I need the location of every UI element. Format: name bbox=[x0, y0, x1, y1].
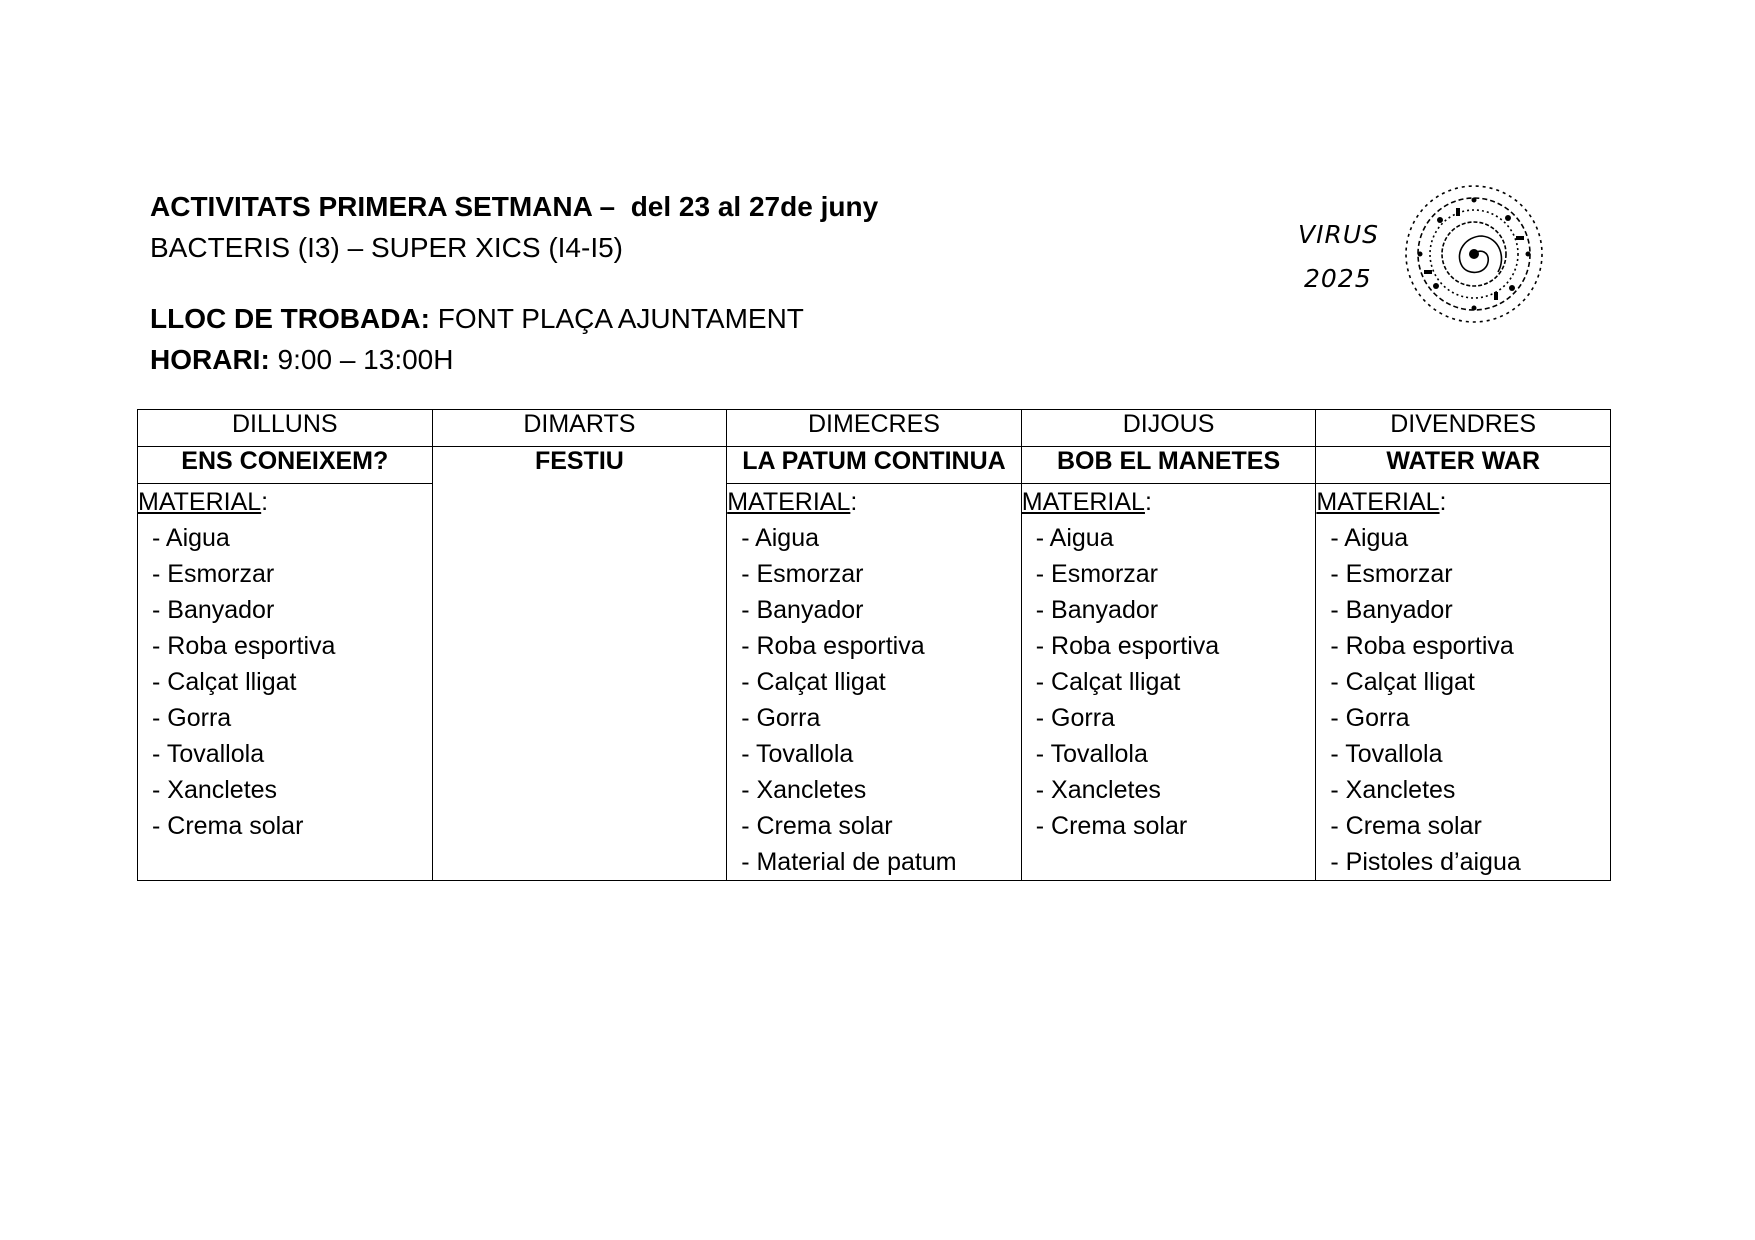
material-list bbox=[138, 520, 432, 844]
meeting-point bbox=[150, 298, 878, 339]
list-item: - Roba esportiva bbox=[1330, 632, 1514, 660]
list-item: - Gorra bbox=[152, 704, 232, 732]
list-item: - Xancletes bbox=[741, 776, 867, 804]
list-item: - Material de patum bbox=[741, 848, 957, 876]
list-item: - Crema solar bbox=[741, 812, 893, 840]
materials-dijous bbox=[1021, 484, 1316, 881]
list-item: - Gorra bbox=[741, 704, 821, 732]
list-item: - Banyador bbox=[741, 596, 864, 624]
material-heading: MATERIAL: bbox=[138, 488, 269, 516]
list-item: - Gorra bbox=[1330, 704, 1410, 732]
list-item: - Xancletes bbox=[152, 776, 278, 804]
list-item: - Aigua bbox=[1035, 524, 1114, 552]
list-item: - Aigua bbox=[152, 524, 230, 552]
list-item: - Esmorzar bbox=[152, 560, 275, 588]
list-item: - Crema solar bbox=[152, 812, 304, 840]
meeting-value: FONT PLAÇA AJUNTAMENT bbox=[429, 303, 804, 334]
materials-dilluns bbox=[138, 484, 433, 881]
material-list bbox=[727, 520, 1021, 880]
activity-dimecres: LA PATUM CONTINUA bbox=[727, 447, 1022, 484]
list-item: - Tovallola bbox=[741, 740, 854, 768]
title-line bbox=[150, 186, 878, 227]
list-item: - Crema solar bbox=[1035, 812, 1188, 840]
days-header-row bbox=[138, 410, 1611, 447]
activity-dijous: BOB EL MANETES bbox=[1021, 447, 1316, 484]
day-header-divendres: DIVENDRES bbox=[1316, 410, 1611, 447]
material-list bbox=[1022, 520, 1316, 844]
list-item: - Banyador bbox=[1330, 596, 1453, 624]
list-item: - Gorra bbox=[1035, 704, 1115, 732]
list-item: - Calçat lligat bbox=[1330, 668, 1475, 696]
material-heading: MATERIAL: bbox=[1021, 488, 1152, 516]
schedule-value: 9:00 – 13:00H bbox=[269, 344, 454, 375]
activity-dilluns: ENS CONEIXEM? bbox=[138, 447, 433, 484]
materials-row bbox=[138, 484, 1611, 881]
day-header-dimarts: DIMARTS bbox=[432, 410, 727, 447]
list-item: - Esmorzar bbox=[1330, 560, 1453, 588]
schedule-label: HORARI: bbox=[150, 344, 270, 375]
document-title: ACTIVITATS PRIMERA SETMANA – bbox=[150, 191, 616, 222]
materials-dimecres bbox=[727, 484, 1022, 881]
list-item: - Aigua bbox=[1330, 524, 1409, 552]
meeting-label: LLOC DE TROBADA: bbox=[150, 303, 430, 334]
spiral-logo-icon bbox=[1400, 180, 1548, 328]
list-item: - Crema solar bbox=[1330, 812, 1482, 840]
document-header bbox=[150, 186, 878, 380]
material-heading: MATERIAL: bbox=[727, 488, 858, 516]
list-item: - Aigua bbox=[741, 524, 820, 552]
material-heading: MATERIAL: bbox=[1316, 488, 1447, 516]
day-header-dilluns: DILLUNS bbox=[138, 410, 433, 447]
list-item: - Xancletes bbox=[1035, 776, 1161, 804]
weekly-schedule-table bbox=[137, 409, 1611, 881]
schedule-hours bbox=[150, 339, 878, 380]
material-list bbox=[1316, 520, 1610, 880]
date-range: del 23 al 27de juny bbox=[630, 191, 879, 222]
materials-divendres bbox=[1316, 484, 1611, 881]
list-item: - Tovallola bbox=[1330, 740, 1443, 768]
list-item: - Banyador bbox=[152, 596, 275, 624]
list-item: - Esmorzar bbox=[1035, 560, 1159, 588]
list-item: - Tovallola bbox=[152, 740, 265, 768]
list-item: - Calçat lligat bbox=[1035, 668, 1181, 696]
list-item: - Calçat lligat bbox=[741, 668, 886, 696]
list-item: - Banyador bbox=[1035, 596, 1159, 624]
day-header-dijous: DIJOUS bbox=[1021, 410, 1316, 447]
groups-line: BACTERIS (I3) – SUPER XICS (I4-I5) bbox=[150, 232, 623, 263]
activities-row bbox=[138, 447, 1611, 484]
logo-word: VIRUS bbox=[1298, 220, 1380, 249]
list-item: - Roba esportiva bbox=[741, 632, 925, 660]
list-item: - Tovallola bbox=[1035, 740, 1148, 768]
list-item: - Esmorzar bbox=[741, 560, 864, 588]
list-item: - Roba esportiva bbox=[1035, 632, 1220, 660]
day-header-dimecres: DIMECRES bbox=[727, 410, 1022, 447]
logo-year: 2025 bbox=[1304, 264, 1372, 293]
activity-dimarts-holiday: FESTIU bbox=[432, 447, 727, 881]
list-item: - Calçat lligat bbox=[152, 668, 297, 696]
list-item: - Pistoles d’aigua bbox=[1330, 848, 1521, 876]
virus-logo bbox=[1290, 180, 1570, 330]
activity-divendres: WATER WAR bbox=[1316, 447, 1611, 484]
list-item: - Xancletes bbox=[1330, 776, 1456, 804]
list-item: - Roba esportiva bbox=[152, 632, 336, 660]
